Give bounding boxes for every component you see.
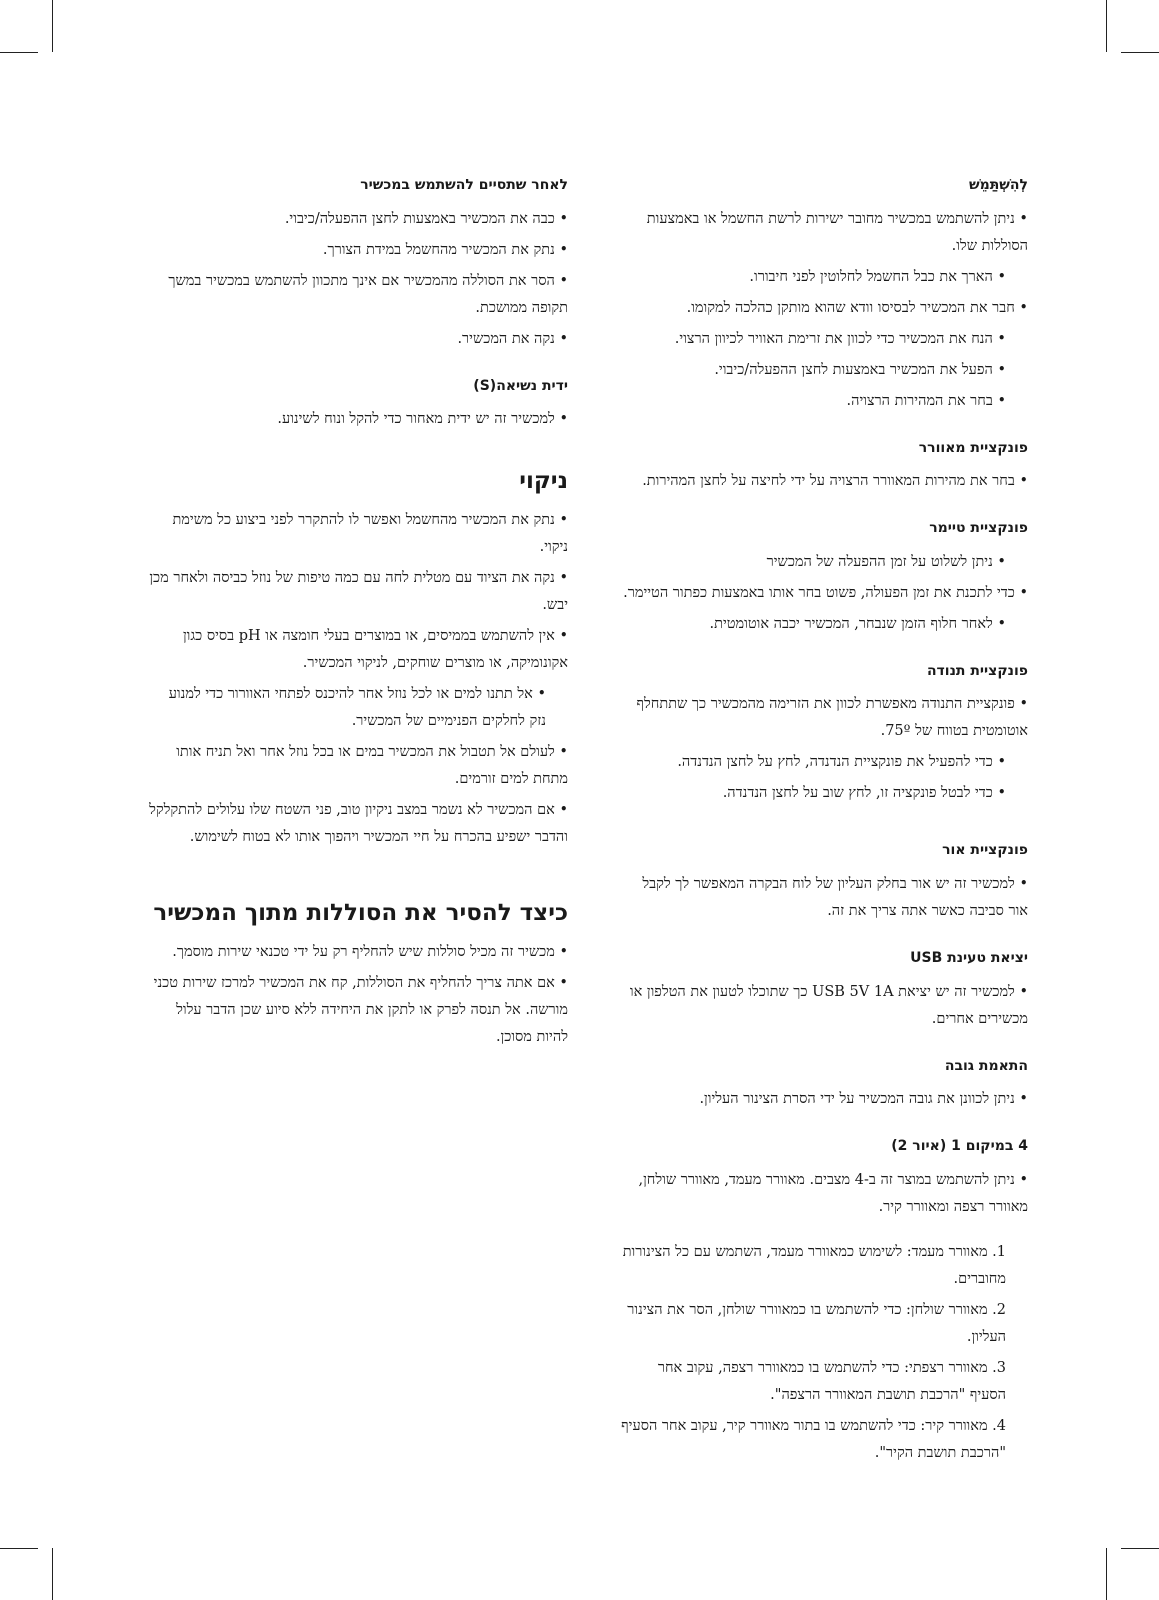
right-column bbox=[620, 176, 1028, 1471]
list-item: • אל תתנו למים או לכל נוזל אחר להיכנס לפתחי האוורור כדי למנוע נזק לחלקים הפנימיים של המכשיר. bbox=[168, 686, 546, 730]
list-item: • ניתן לשלוט על זמן ההפעלה של המכשיר bbox=[766, 553, 1006, 570]
numbered-item: 3. מאוורר רצפתי: כדי להשתמש בו כמאוורר רצפה, עקוב אחר הסעיף "הרכבת תושבת המאוורר הרצפה". bbox=[657, 1359, 1006, 1403]
list-item: • הארך את כבל החשמל לחלוטין לפני חיבורו. bbox=[749, 268, 1006, 285]
crop-mark bbox=[1121, 52, 1159, 53]
list-item: • בחר את המהירות הרצויה. bbox=[846, 392, 1006, 409]
list-item: • נקה את הציוד עם מטלית לחה עם כמה טיפות של נוזל כביסה ולאחר מכן יבש. bbox=[149, 570, 568, 614]
list-item: • ניתן להשתמש במכשיר מחובר ישירות לרשת החשמל או באמצעות הסוללות שלו. bbox=[646, 210, 1028, 254]
section-title-positions: 4 במיקום 1 (איור 2) bbox=[891, 1138, 1028, 1155]
list-item: • נתק את המכשיר מהחשמל ואפשר לו להתקרר לפני ביצוע כל משימת ניקוי. bbox=[172, 512, 568, 556]
list-item: • הפעל את המכשיר באמצעות לחצן ההפעלה/כיבוי. bbox=[714, 361, 1006, 378]
list-item: • אם המכשיר לא נשמר במצב ניקיון טוב, פני השטח שלו עלולים להתקלקל והדבר ישפיע בהכרח על חיי המכשיר ויהפוך אותו לא בטוח לשימוש. bbox=[149, 802, 568, 846]
list-item: • למכשיר זה יש ידית מאחור כדי להקל ונוח לשינוע. bbox=[277, 411, 568, 428]
list-item: • אין להשתמש בממיסים, או במוצרים בעלי חומצה או pH בסיס כגון אקונומיקה, או מוצרים שוחקים, לניקוי המכשיר. bbox=[182, 628, 568, 672]
section-title-cleaning: ניקוי bbox=[519, 468, 568, 495]
section-title-fan: פונקציית מאוורר bbox=[918, 439, 1028, 456]
list-item: • כדי לבטל פונקציה זו, לחץ שוב על לחצן הנדנדה. bbox=[722, 785, 1006, 802]
crop-mark bbox=[1121, 1548, 1159, 1549]
crop-mark bbox=[1106, 1548, 1107, 1600]
section-title-oscillation: פונקציית תנודה bbox=[926, 662, 1028, 679]
section-title-handle: ידית נשיאה(S) bbox=[473, 377, 568, 394]
section-title-battery: כיצד להסיר את הסוללות מתוך המכשיר bbox=[153, 900, 568, 927]
crop-mark bbox=[0, 52, 38, 53]
list-item: • נתק את המכשיר מהחשמל במידת הצורך. bbox=[322, 241, 568, 258]
numbered-item: 2. מאוורר שולחן: כדי להשתמש בו כמאוורר שולחן, הסר את הצינור העליון. bbox=[627, 1301, 1006, 1345]
list-item: • למכשיר זה יש יציאת USB 5V 1A כך שתוכלו לטעון את הטלפון או מכשירים אחרים. bbox=[629, 983, 1028, 1027]
section-title-after-use: לאחר שתסיים להשתמש במכשיר bbox=[360, 177, 568, 193]
section-title-light: פונקציית אור bbox=[942, 842, 1028, 859]
list-item: • בחר את מהירות המאוורר הרצויה על ידי לחיצה על לחצן המהירות. bbox=[642, 473, 1028, 490]
list-item: • פונקציית התנודה מאפשרת לכוון את הזרימה מהמכשיר כך שתתחלף אוטומטית בטווח של 75º. bbox=[636, 696, 1028, 740]
section-title-use: לְהִשְׁתַּמֵשׁ bbox=[968, 177, 1028, 193]
list-item: • למכשיר זה יש אור בחלק העליון של לוח הבקרה המאפשר לך לקבל אור סביבה כאשר אתה צריך את זה. bbox=[642, 875, 1028, 919]
left-column bbox=[148, 176, 568, 1055]
list-item: • מכשיר זה מכיל סוללות שיש להחליף רק על ידי טכנאי שירות מוסמך. bbox=[172, 943, 568, 960]
numbered-item: 4. מאוורר קיר: כדי להשתמש בו בתור מאוורר קיר, עקוב אחר הסעיף "הרכבת תושבת הקיר". bbox=[621, 1417, 1006, 1461]
list-item: • כבה את המכשיר באמצעות לחצן ההפעלה/כיבוי. bbox=[284, 210, 568, 227]
section-title-usb: יציאת טעינת USB bbox=[910, 949, 1028, 966]
crop-mark bbox=[1106, 0, 1107, 52]
list-item: • כדי לתכנת את זמן הפעולה, פשוט בחר אותו באמצעות כפתור הטיימר. bbox=[623, 584, 1028, 601]
list-item: • לעולם אל תטבול את המכשיר במים או בכל נוזל אחר ואל תניח אותו מתחת למים זורמים. bbox=[176, 744, 568, 788]
list-item: • לאחר חלוף הזמן שנבחר, המכשיר יכבה אוטומטית. bbox=[709, 615, 1006, 632]
crop-mark bbox=[52, 0, 53, 52]
numbered-item: 1. מאוורר מעמד: לשימוש כמאוורר מעמד, השתמש עם כל הצינורות מחוברים. bbox=[622, 1243, 1006, 1287]
section-title-height: התאמת גובה bbox=[944, 1057, 1028, 1074]
list-item: • אם אתה צריך להחליף את הסוללות, קח את המכשיר למרכז שירות טכני מורשה. אל תנסה לפרק או לתקן את היחידה ללא סיוע שכן הדבר עלול להיות מסוכן. bbox=[153, 974, 568, 1045]
list-item: • ניתן להשתמש במוצר זה ב-4 מצבים. מאוורר מעמד, מאוורר שולחן, מאוורר רצפה ומאוורר קיר. bbox=[638, 1171, 1028, 1215]
list-item: • הנח את המכשיר כדי לכוון את זרימת האוויר לכיוון הרצוי. bbox=[674, 330, 1006, 347]
list-item: • ניתן לכוונן את גובה המכשיר על ידי הסרת הצינור העליון. bbox=[699, 1091, 1028, 1108]
list-item: • כדי להפעיל את פונקציית הנדנדה, לחץ על לחצן הנדנדה. bbox=[677, 754, 1006, 771]
crop-mark bbox=[52, 1548, 53, 1600]
crop-mark bbox=[0, 1548, 38, 1549]
list-item: • נקה את המכשיר. bbox=[457, 330, 568, 347]
list-item: • הסר את הסוללה מהמכשיר אם אינך מתכוון להשתמש במכשיר במשך תקופה ממושכת. bbox=[168, 272, 568, 316]
section-title-timer: פונקציית טיימר bbox=[929, 520, 1028, 537]
list-item: • חבר את המכשיר לבסיסו וודא שהוא מותקן כהלכה למקומו. bbox=[686, 299, 1028, 316]
